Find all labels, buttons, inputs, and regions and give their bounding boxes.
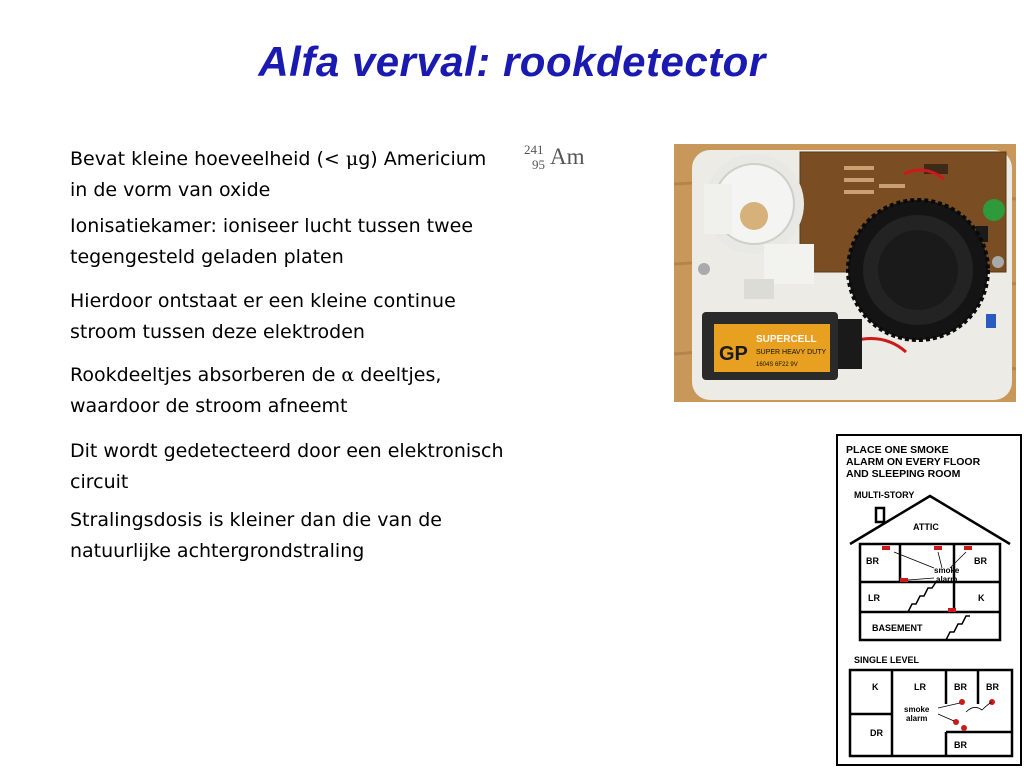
bullet-ionisation-chamber: Ionisatiekamer: ioniseer lucht tussen twee tegengesteld geladen platen (70, 215, 474, 268)
alarm-marker (953, 719, 959, 725)
single-level-label: SINGLE LEVEL (854, 655, 920, 665)
diagram-heading-line2: ALARM ON EVERY FLOOR (846, 456, 981, 468)
alarm-label-1: alarm (936, 575, 958, 584)
battery-name-label: SUPERCELL (756, 334, 817, 345)
bullet-smoke-particles: Rookdeeltjes absorberen de α deeltjes, waardoor de stroom afneemt (70, 364, 442, 417)
smoke-label-2: smoke (904, 705, 930, 714)
bullet-radiation-dose: Stralingsdosis is kleiner dan die van de natuurlijke achtergrondstraling (70, 509, 442, 562)
battery-brand-label: GP (719, 343, 748, 365)
smoke-label-1: smoke (934, 566, 960, 575)
br-label-5: BR (954, 740, 967, 750)
br-label-2: BR (974, 556, 987, 566)
atomic-number: 95 (532, 157, 545, 172)
smoke-detector-photo (674, 144, 1016, 402)
dr-label: DR (870, 728, 883, 738)
k-label-1: K (978, 593, 985, 603)
alarm-marker (882, 546, 890, 550)
attic-label: ATTIC (913, 522, 939, 532)
br-label-3: BR (954, 682, 967, 692)
micro-symbol: μ (345, 148, 359, 170)
americium-nuclide-symbol (524, 142, 599, 176)
smoke-alarm-placement-diagram (836, 434, 1022, 766)
bullet-americium: Bevat kleine hoeveelheid (< μg) Americium in de vorm van oxide (70, 148, 487, 201)
alarm-marker (900, 578, 908, 582)
mass-number: 241 (524, 142, 544, 157)
lr-label-1: LR (868, 593, 880, 603)
alarm-marker (934, 546, 942, 550)
bullet-continuous-current: Hierdoor ontstaat er een kleine continue stroom tussen deze elektroden (70, 290, 456, 343)
element-symbol: Am (550, 144, 585, 169)
multi-story-label: MULTI-STORY (854, 490, 915, 500)
br-label-4: BR (986, 682, 999, 692)
lr-label-2: LR (914, 682, 926, 692)
battery-code-label: 1604S 6F22 9V (756, 362, 798, 368)
bullet-electronic-circuit: Dit wordt gedetecteerd door een elektronisch circuit (70, 440, 504, 493)
alarm-marker (961, 725, 967, 731)
alpha-symbol: α (341, 364, 355, 386)
alarm-label-2: alarm (906, 714, 928, 723)
slide-title: Alfa verval: rookdetector (258, 38, 766, 85)
br-label-1: BR (866, 556, 879, 566)
alarm-marker (959, 699, 965, 705)
k-label-2: K (872, 682, 879, 692)
diagram-heading-line3: AND SLEEPING ROOM (846, 468, 961, 480)
battery-sub-label: SUPER HEAVY DUTY (756, 349, 827, 356)
diagram-heading-line1: PLACE ONE SMOKE (846, 444, 949, 456)
alarm-marker (964, 546, 972, 550)
alarm-marker (948, 608, 956, 612)
basement-label: BASEMENT (872, 623, 923, 633)
